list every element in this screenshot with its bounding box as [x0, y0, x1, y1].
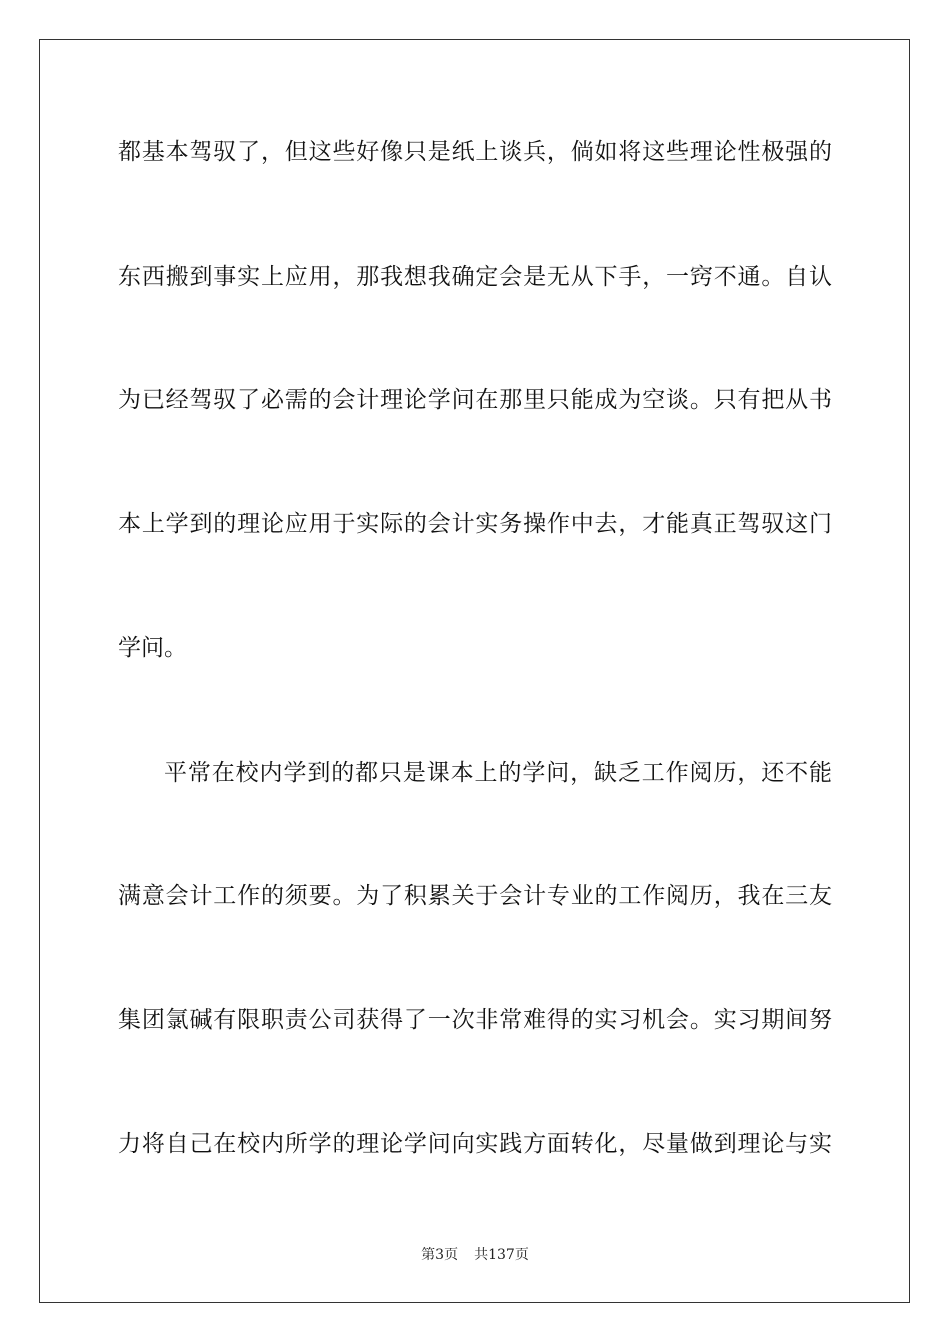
body-text-line: 学问。: [118, 635, 187, 661]
body-text-line: 东西搬到事实上应用，那我想我确定会是无从下手，一窍不通。自认: [118, 264, 832, 290]
page-border: [39, 39, 910, 1303]
body-text-line: 为已经驾驭了必需的会计理论学问在那里只能成为空谈。只有把从书: [118, 387, 832, 413]
body-text-line: 力将自己在校内所学的理论学问向实践方面转化，尽量做到理论与实: [118, 1131, 832, 1157]
body-text-line: 本上学到的理论应用于实际的会计实务操作中去，才能真正驾驭这门: [118, 511, 832, 537]
body-text-line: 满意会计工作的须要。为了积累关于会计专业的工作阅历，我在三友: [118, 883, 832, 909]
page-total: 共137页: [474, 1247, 529, 1263]
body-text-line: 都基本驾驭了，但这些好像只是纸上谈兵，倘如将这些理论性极强的: [118, 139, 832, 165]
page-number: 第3页: [421, 1247, 459, 1263]
body-text-line: 集团氯碱有限职责公司获得了一次非常难得的实习机会。实习期间努: [118, 1007, 832, 1033]
paragraph-first-line: 平常在校内学到的都只是课本上的学问，缺乏工作阅历，还不能: [164, 760, 832, 786]
page-footer: [0, 1246, 950, 1264]
